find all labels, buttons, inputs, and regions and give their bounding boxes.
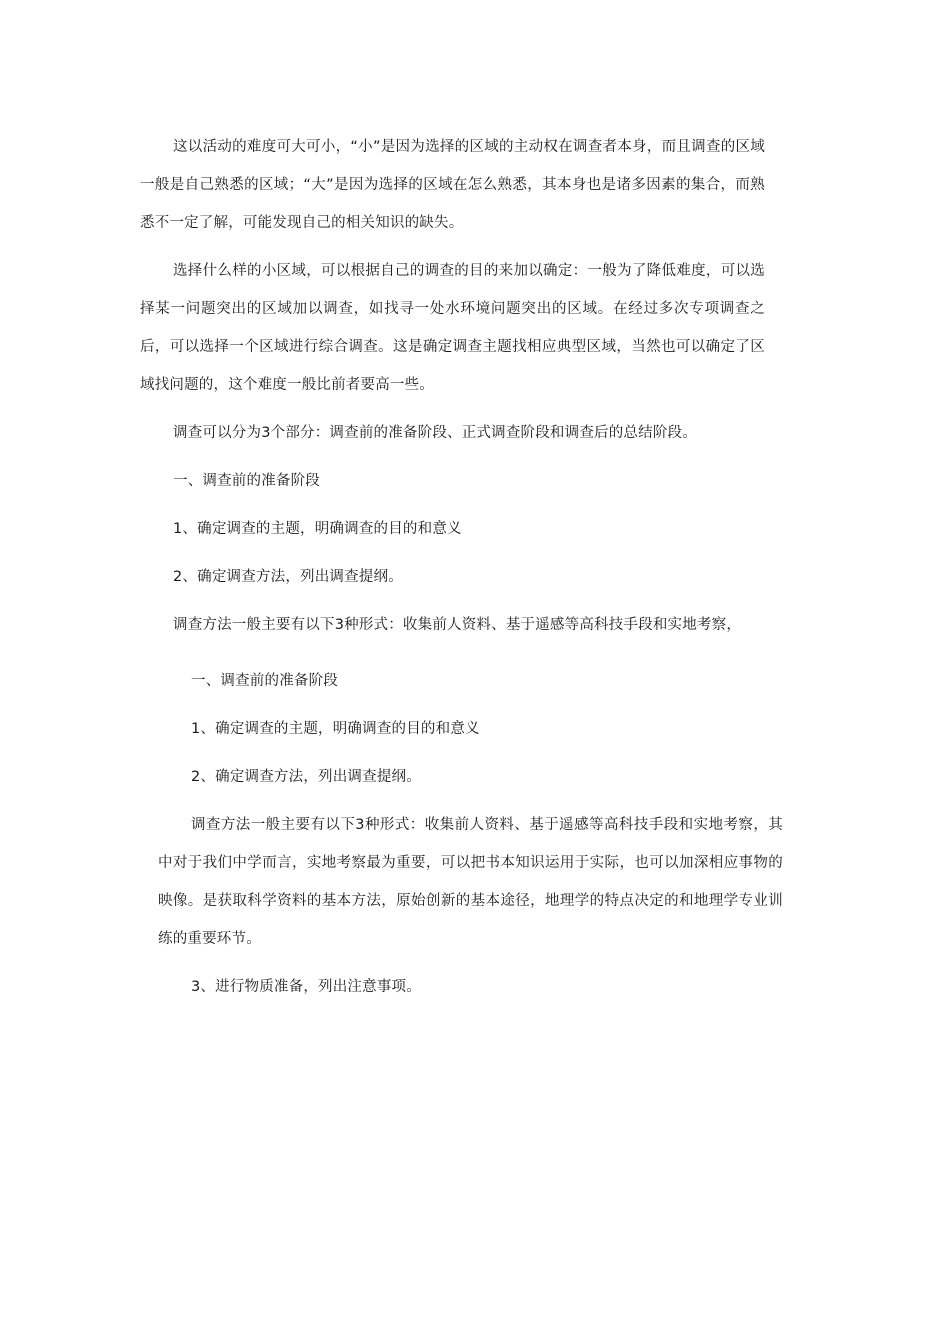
paragraph-methods-detail: 调查方法一般主要有以下3种形式：收集前人资料、基于遥感等高科技手段和实地考察，其中对于我们中学而言，实地考察最为重要，可以把书本知识运用于实际，也可以加深相应事物的映像。是获取科学资料的基本方法，原始创新的基本途径，地理学的特点决定的和地理学专业训练的重要环节。 [158, 817, 783, 947]
list-item-material-prep: 3、进行物质准备，列出注意事项。 [191, 979, 421, 995]
heading-preparation-stage-repeat: 一、调查前的准备阶段 [191, 673, 338, 689]
text-block-upper [140, 128, 765, 644]
list-item-topic: 1、确定调查的主题，明确调查的目的和意义 [173, 521, 462, 537]
paragraph-region-choice: 选择什么样的小区域，可以根据自己的调查的目的来加以确定：一般为了降低难度，可以选择某一问题突出的区域加以调查，如找寻一处水环境问题突出的区域。在经过多次专项调查之后，可以选择一个区域进行综合调查。这是确定调查主题找相应典型区域，当然也可以确定了区域找问题的，这个难度一般比前者要高一些。 [140, 263, 765, 393]
list-item-method-repeat: 2、确定调查方法，列出调查提纲。 [191, 769, 421, 785]
paragraph-three-parts: 调查可以分为3个部分：调查前的准备阶段、正式调查阶段和调查后的总结阶段。 [173, 425, 697, 441]
list-item-method: 2、确定调查方法，列出调查提纲。 [173, 569, 403, 585]
paragraph-difficulty: 这以活动的难度可大可小，“小”是因为选择的区域的主动权在调查者本身，而且调查的区域一般是自己熟悉的区域；“大”是因为选择的区域在怎么熟悉，其本身也是诸多因素的集合，而熟悉不一定了解，可能发现自己的相关知识的缺失。 [140, 139, 765, 231]
paragraph-methods-intro: 调查方法一般主要有以下3种形式：收集前人资料、基于遥感等高科技手段和实地考察， [173, 617, 742, 633]
list-item-topic-repeat: 1、确定调查的主题，明确调查的目的和意义 [191, 721, 480, 737]
text-block-lower [158, 662, 783, 1006]
heading-preparation-stage: 一、调查前的准备阶段 [173, 473, 320, 489]
